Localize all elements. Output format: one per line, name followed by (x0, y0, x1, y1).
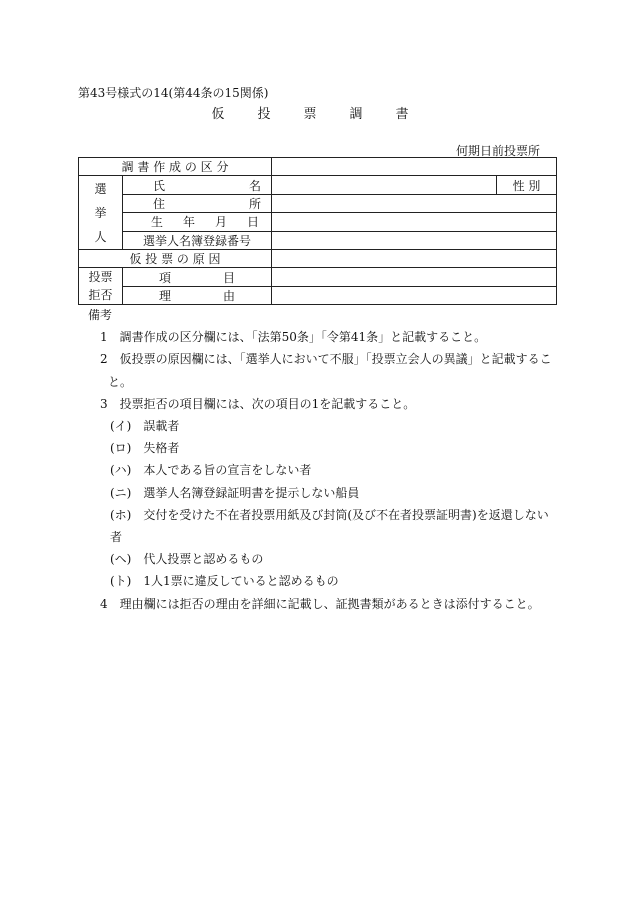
remarks-heading: 備考 (88, 308, 113, 322)
remark-3-to: (ト) 1人1票に違反していると認めるもの (110, 574, 339, 589)
address-label: 住 所 (123, 194, 272, 212)
remarks (88, 304, 558, 615)
remark-3-he: (ヘ) 代人投票と認めるもの (110, 552, 264, 567)
name-value[interactable] (272, 176, 497, 194)
remark-2: 2 仮投票の原因欄には、「選挙人において不服」「投票立会人の異議」と記載するこ (100, 352, 552, 367)
reason-label: 理 由 (123, 286, 272, 304)
remark-3-i: (イ) 誤載者 (110, 419, 180, 434)
name-label: 氏 名 (123, 176, 272, 194)
provisional-cause-value[interactable] (272, 249, 557, 267)
reason-value[interactable] (272, 286, 557, 304)
address-value[interactable] (272, 194, 557, 212)
form-number: 第43号様式の14(第44条の15関係) (78, 86, 269, 100)
gender-label: 性 別 (497, 176, 557, 194)
record-table (78, 157, 557, 305)
remark-3-ni: (ニ) 選挙人名簿登録証明書を提示しない船員 (110, 485, 360, 500)
registry-number-label: 選挙人名簿登録番号 (123, 231, 272, 249)
birthdate-value[interactable] (272, 213, 557, 231)
category-value[interactable] (272, 158, 557, 176)
birthdate-label: 生 年 月 日 (123, 213, 272, 231)
remark-3-ho: (ホ) 交付を受けた不在者投票用紙及び封筒(及び不在者投票証明書)を返還しない (110, 507, 549, 522)
remark-3: 3 投票拒否の項目欄には、次の項目の1を記載すること。 (100, 396, 416, 411)
provisional-cause-label: 仮 投 票 の 原 因 (79, 249, 272, 267)
polling-office: 何期日前投票所 (456, 144, 541, 158)
registry-number-value[interactable] (272, 231, 557, 249)
remark-1: 1 調書作成の区分欄には、「法第50条」「令第41条」と記載すること。 (100, 330, 487, 345)
voter-label: 選 挙 人 (79, 176, 123, 250)
category-label: 調 書 作 成 の 区 分 (79, 158, 272, 176)
remark-2-cont: と。 (108, 374, 133, 389)
rejection-label: 投票 拒否 (79, 268, 123, 305)
remark-3-ha: (ハ) 本人である旨の宣言をしない者 (110, 463, 312, 478)
remark-3-ro: (ロ) 失格者 (110, 441, 180, 456)
remark-4: 4 理由欄には拒否の理由を詳細に記載し、証拠書類があるときは添付すること。 (100, 596, 540, 611)
item-value[interactable] (272, 268, 557, 286)
item-label: 項 目 (123, 268, 272, 286)
remark-3-ho-cont: 者 (110, 530, 123, 545)
document-title: 仮 投 票 調 書 (211, 107, 419, 122)
